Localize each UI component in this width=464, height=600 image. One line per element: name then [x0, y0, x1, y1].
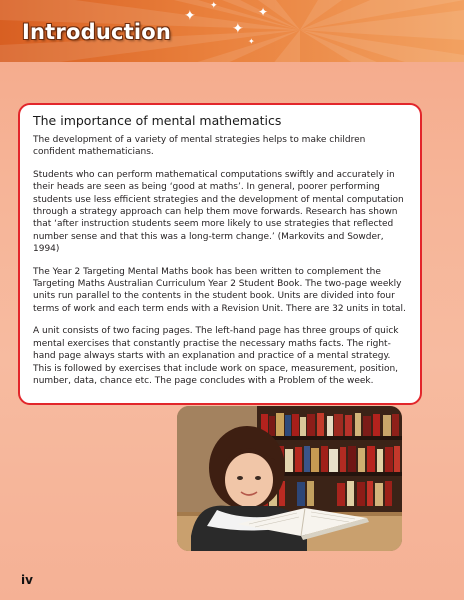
page-title: Introduction [22, 20, 172, 44]
star-icon: ✦ [184, 8, 196, 24]
paragraph: The Year 2 Targeting Mental Maths book has been written to complement the Targeting Maths Australian Curriculum Year 2 Student Book. The two-page weekly units run parallel to the contents in the student book. Units are divided into four terms of work and each term ends with a Revision Unit. There are 32 units in total. [33, 266, 406, 314]
star-icon: ✦ [210, 1, 218, 11]
star-icon: ✦ [248, 37, 255, 46]
header-banner [0, 0, 464, 62]
paragraph: Students who can perform mathematical computations swiftly and accurately in their heads are seen as being ‘good at maths’. In general, poorer performing students use less efficient strategies and the development of mental computation through a strategy approach can help them move forwards. Research has shown that ‘after instruction students seem more likely to use strategies that reflected number sense and that this was a long-term change.’ (Markovits and Sowder, 1994) [33, 169, 404, 255]
photo-girl-reading [177, 406, 402, 551]
page-number: iv [21, 573, 33, 587]
star-icon: ✦ [258, 5, 269, 19]
star-icon: ✦ [232, 21, 244, 37]
paragraph: The development of a variety of mental strategies helps to make children confident mathematicians. [33, 135, 366, 158]
content-card [18, 103, 422, 405]
paragraph: A unit consists of two facing pages. The left-hand page has three groups of quick mental exercises that constantly practise the necessary maths facts. The right-hand page always starts with an explanation and practice of a mental strategy. This is followed by exercises that include work on space, measurement, position, number, data, chance etc. The page concludes with a Problem of the week. [33, 326, 399, 386]
section-heading: The importance of mental mathematics [33, 113, 282, 128]
